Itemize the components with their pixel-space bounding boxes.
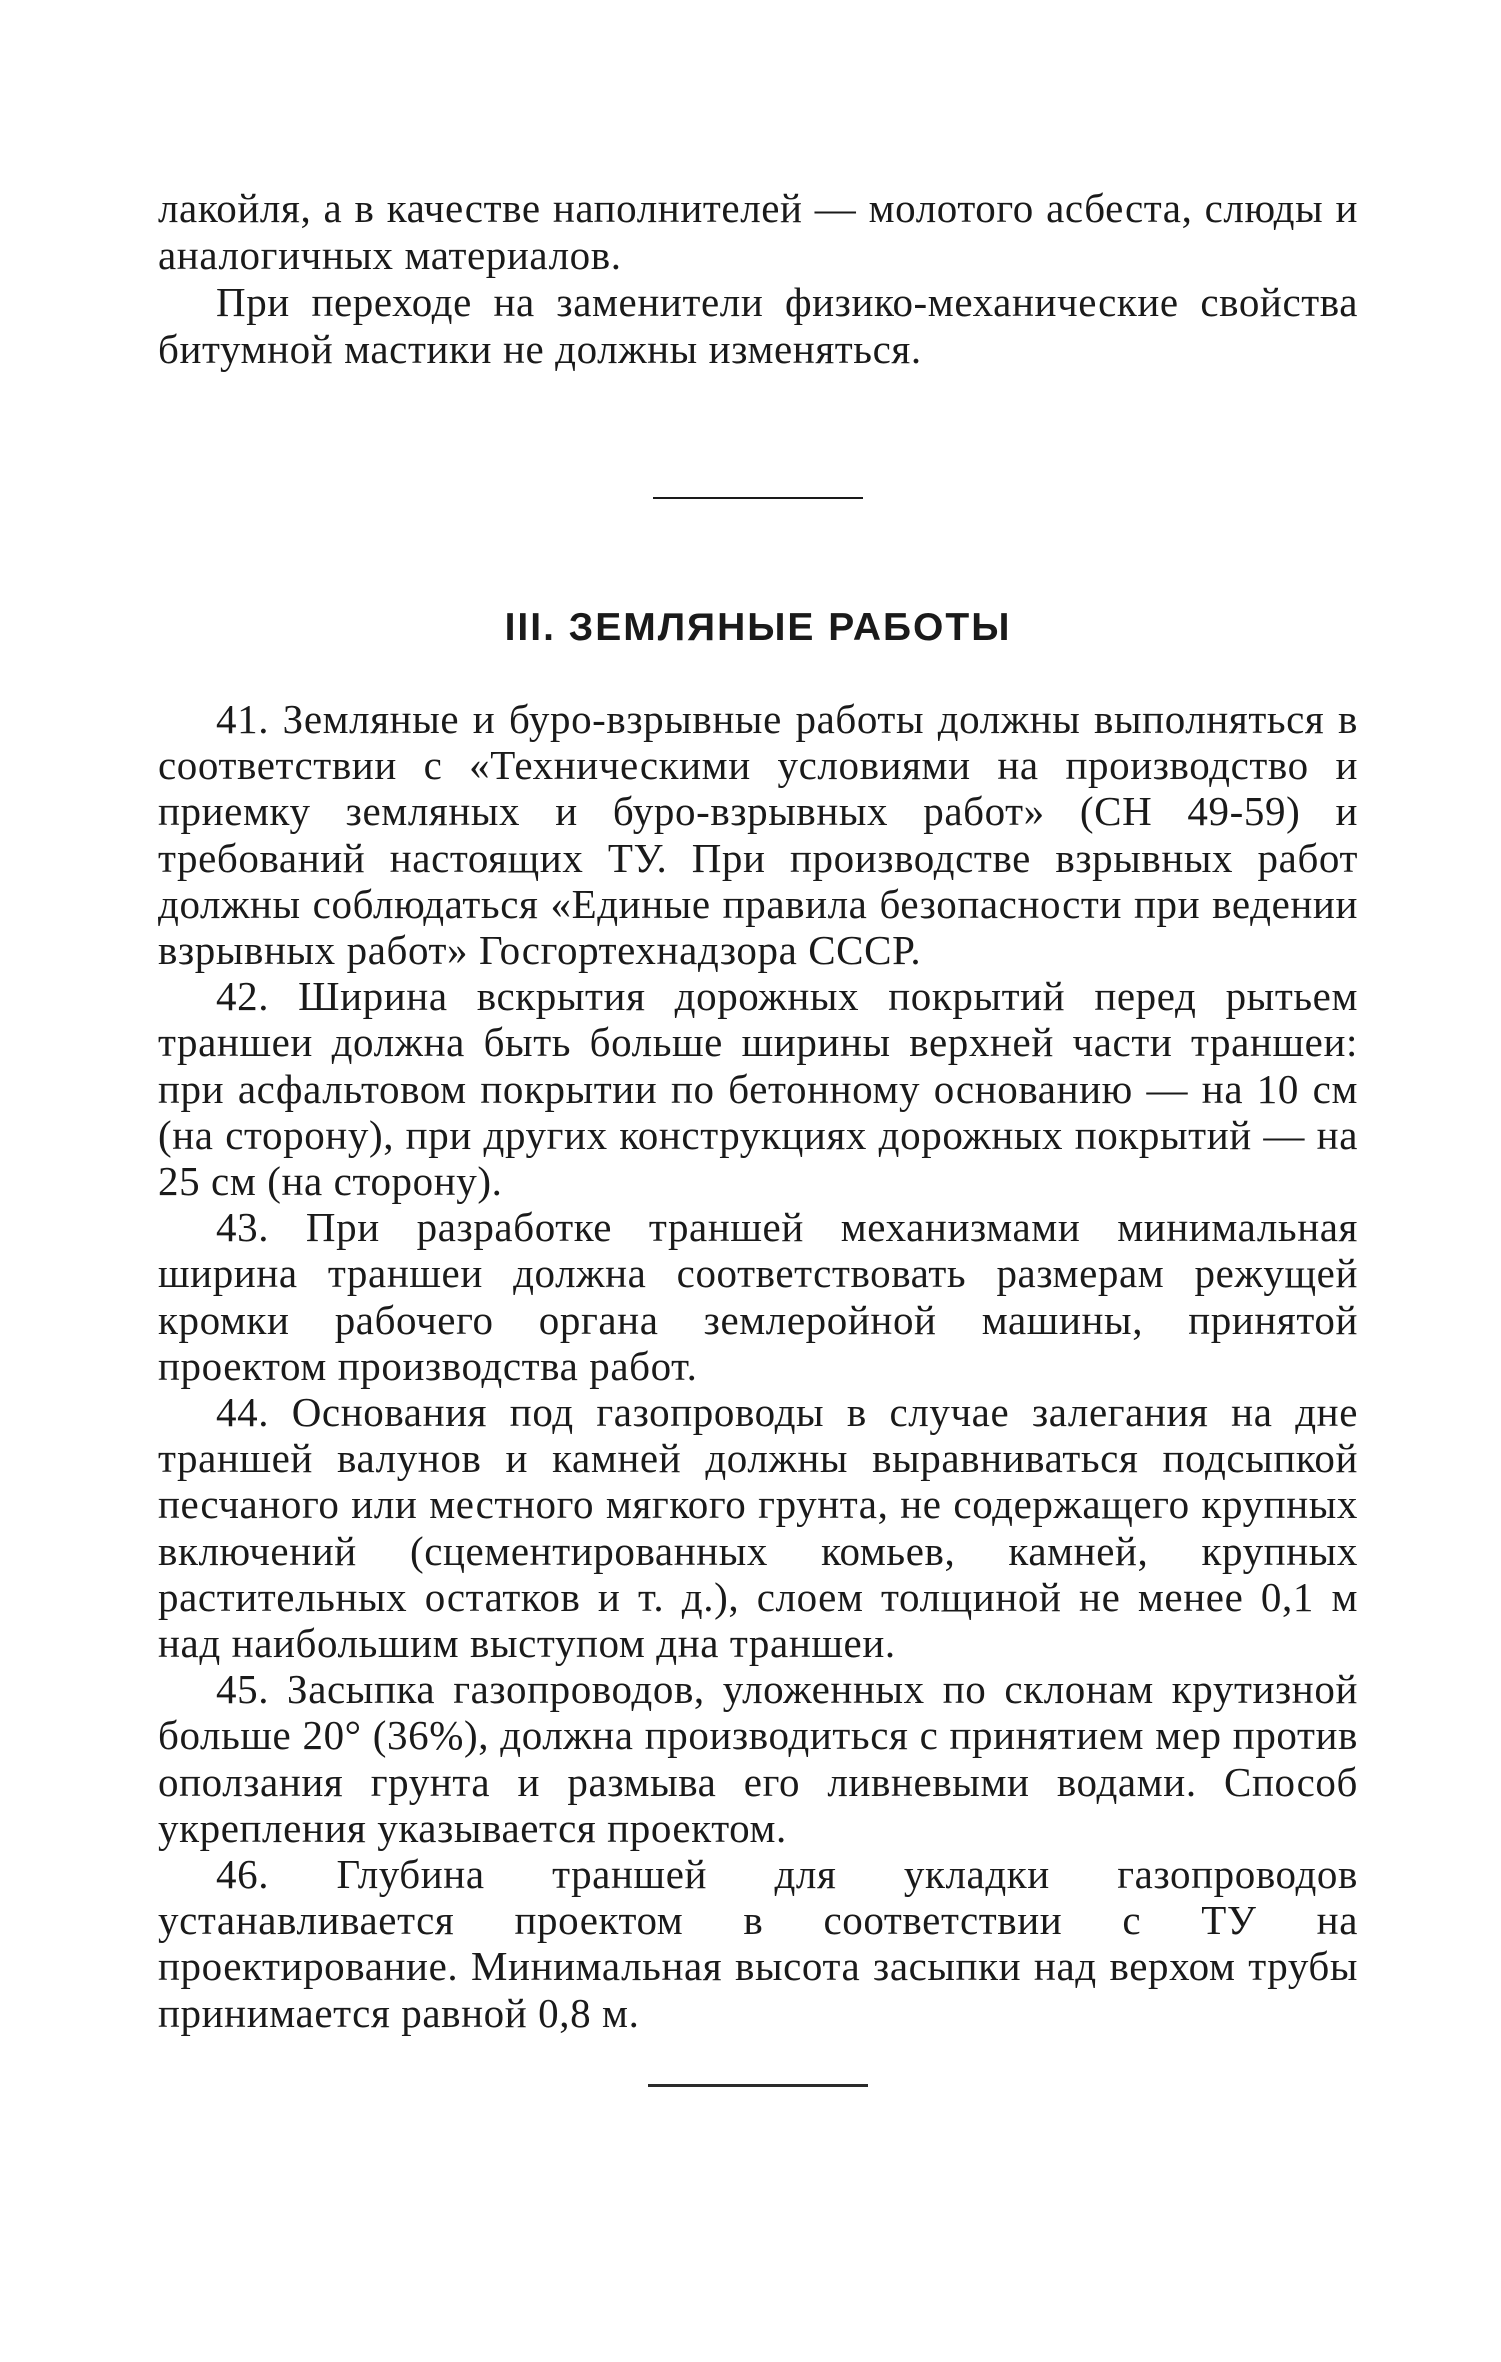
intro-paragraph-2: При переходе на заменители физико-механические свойства битумной мастики не должны изменяться. <box>158 279 1358 372</box>
section-title: III. ЗЕМЛЯНЫЕ РАБОТЫ <box>504 606 1012 649</box>
paragraph-42: 42. Ширина вскрытия дорожных покрытий перед рытьем траншеи должна быть больше ширины верхней части траншеи: при асфальтовом покрытии по бетонному основанию — на 10 см (на сторону), при других конструкциях дорожных покрытий — на 25 см (на сторону). <box>158 973 1358 1205</box>
intro-paragraph-1: лакойля, а в качестве наполнителей — молотого асбеста, слюды и аналогичных материалов. <box>158 185 1358 278</box>
section-divider <box>653 497 863 499</box>
paragraph-46: 46. Глубина траншей для укладки газопроводов устанавливается проектом в соответствии с ТУ на проектирование. Минимальная высота засыпки над верхом трубы принимается равной 0,8 м. <box>158 1851 1358 2036</box>
paragraph-45: 45. Засыпка газопроводов, уложенных по склонам крутизной больше 20° (36%), должна производиться с принятием мер против оползания грунта и размыва его ливневыми водами. Способ укрепления указывается проектом. <box>158 1666 1358 1851</box>
paragraph-41: 41. Земляные и буро-взрывные работы должны выполняться в соответствии с «Техническими условиями на производство и приемку земляных и буро-взрывных работ» (СН 49-59) и требований настоящих ТУ. При производстве взрывных работ должны соблюдаться «Единые правила безопасности при ведении взрывных работ» Госгортехнадзора СССР. <box>158 696 1358 974</box>
document-page <box>158 185 1358 2087</box>
paragraph-44: 44. Основания под газопроводы в случае залегания на дне траншей валунов и камней должны выравниваться подсыпкой песчаного или местного мягкого грунта, не содержащего крупных включений (сцементированных комьев, камней, крупных растительных остатков и т. д.), слоем толщиной не менее 0,1 м над наибольшим выступом дна траншеи. <box>158 1389 1358 1667</box>
paragraph-43: 43. При разработке траншей механизмами минимальная ширина траншеи должна соответствовать размерам режущей кромки рабочего органа землеройной машины, принятой проектом производства работ. <box>158 1204 1358 1389</box>
end-divider <box>648 2084 868 2087</box>
